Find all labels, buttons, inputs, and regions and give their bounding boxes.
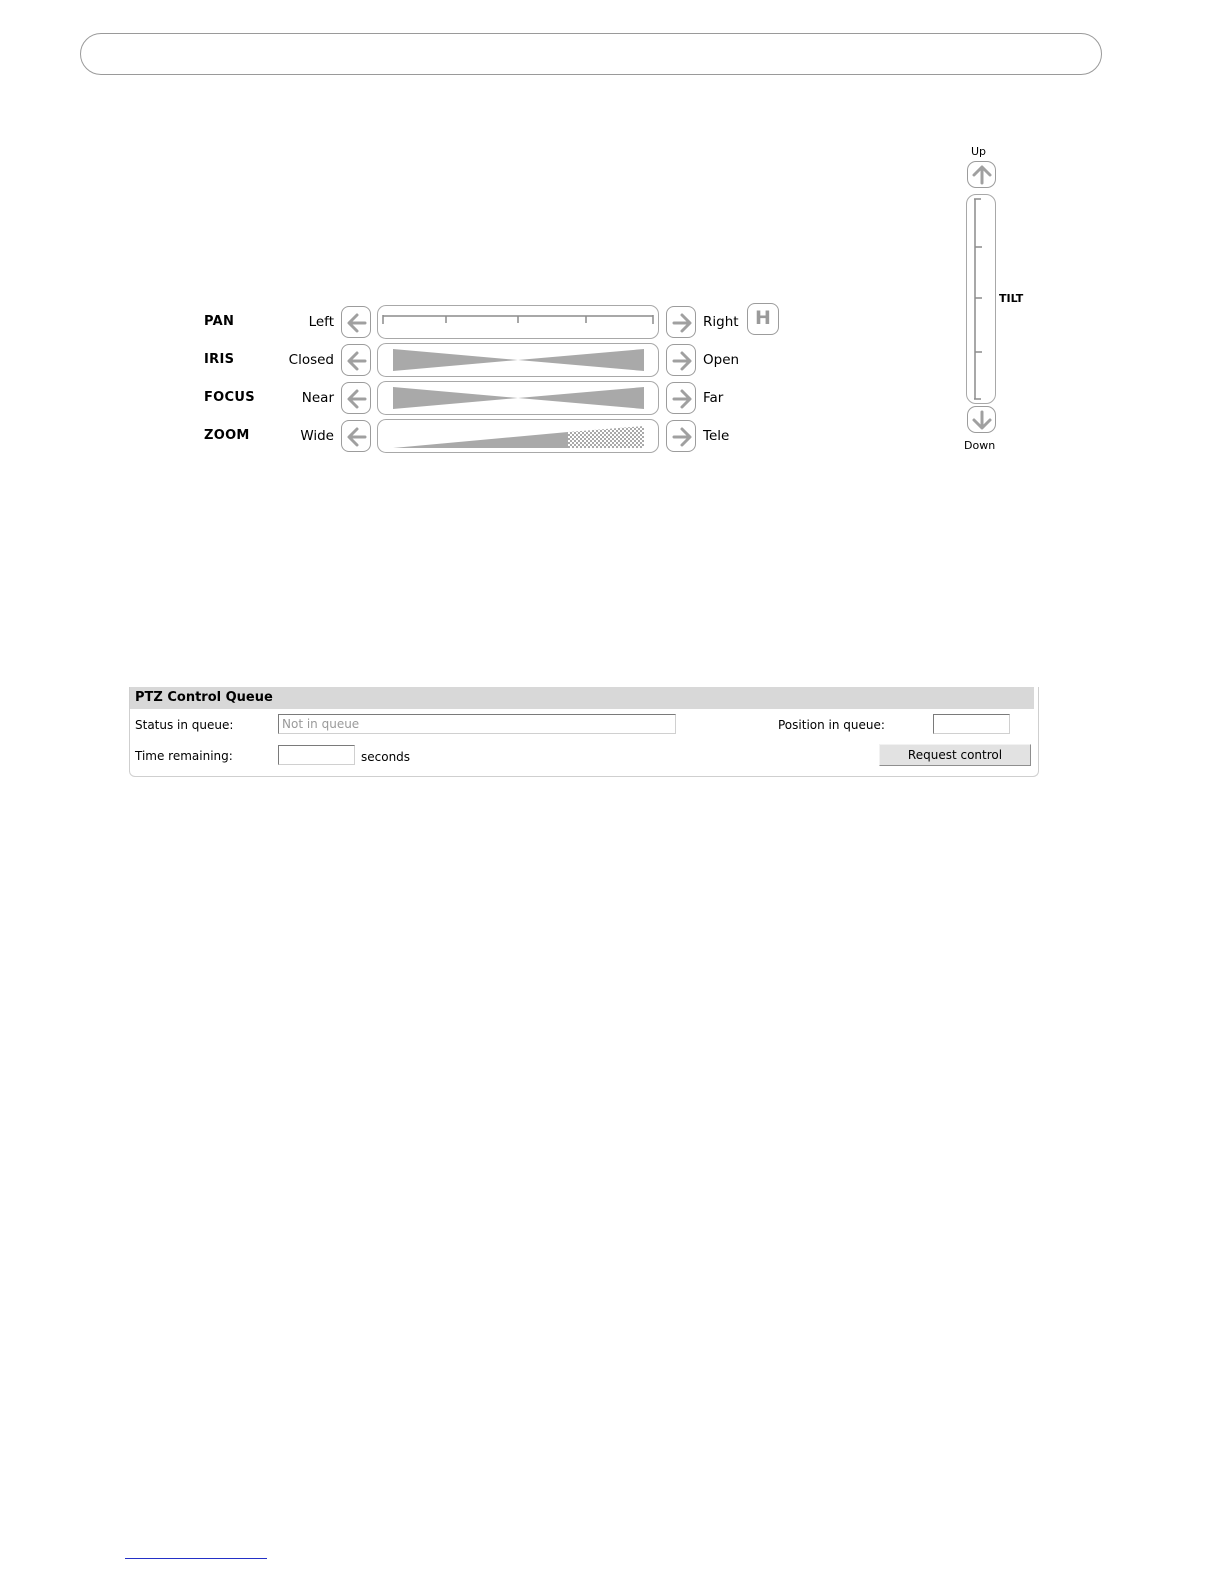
pan-label: PAN bbox=[204, 314, 235, 329]
pan-min-label: Left bbox=[308, 314, 334, 330]
zoom-scale bbox=[378, 420, 658, 452]
tilt-label: TILT bbox=[999, 292, 1024, 305]
pan-slider[interactable] bbox=[377, 305, 659, 339]
ptz-control-queue-panel bbox=[129, 687, 1039, 777]
iris-scale bbox=[378, 344, 658, 376]
tilt-scale bbox=[967, 195, 995, 403]
time-remaining-label: Time remaining: bbox=[135, 749, 233, 763]
arrow-down-icon bbox=[971, 409, 993, 431]
time-remaining-field[interactable] bbox=[278, 745, 355, 765]
status-in-queue-field[interactable] bbox=[278, 714, 676, 734]
pan-scale bbox=[378, 306, 658, 338]
arrow-left-icon bbox=[345, 349, 369, 373]
time-unit-label: seconds bbox=[361, 750, 411, 764]
arrow-left-icon bbox=[345, 311, 369, 335]
zoom-max-label: Tele bbox=[703, 428, 730, 444]
position-in-queue-field[interactable] bbox=[933, 714, 1010, 734]
footer-link-underline bbox=[125, 1558, 267, 1559]
iris-min-label: Closed bbox=[288, 352, 334, 368]
tilt-down-button[interactable] bbox=[967, 406, 996, 433]
queue-title: PTZ Control Queue bbox=[135, 690, 273, 705]
zoom-min-label: Wide bbox=[300, 428, 334, 444]
iris-max-label: Open bbox=[703, 352, 740, 368]
arrow-left-icon bbox=[345, 425, 369, 449]
header-bar bbox=[80, 33, 1102, 75]
iris-label: IRIS bbox=[204, 352, 235, 367]
tilt-down-label: Down bbox=[964, 439, 996, 452]
home-button[interactable]: H bbox=[747, 303, 779, 335]
focus-max-label: Far bbox=[703, 390, 724, 406]
arrow-up-icon bbox=[971, 164, 993, 186]
focus-label: FOCUS bbox=[204, 390, 255, 405]
pan-right-button[interactable] bbox=[666, 306, 696, 338]
tilt-up-button[interactable] bbox=[967, 161, 996, 188]
focus-far-button[interactable] bbox=[666, 382, 696, 414]
arrow-right-icon bbox=[670, 387, 694, 411]
focus-min-label: Near bbox=[301, 390, 334, 406]
arrow-left-icon bbox=[345, 387, 369, 411]
iris-close-button[interactable] bbox=[341, 344, 371, 376]
iris-open-button[interactable] bbox=[666, 344, 696, 376]
position-in-queue-label: Position in queue: bbox=[778, 718, 885, 732]
focus-scale bbox=[378, 382, 658, 414]
zoom-wide-button[interactable] bbox=[341, 420, 371, 452]
iris-slider[interactable] bbox=[377, 343, 659, 377]
arrow-right-icon bbox=[670, 425, 694, 449]
zoom-label: ZOOM bbox=[204, 428, 250, 443]
queue-title-bar bbox=[130, 687, 1034, 709]
focus-near-button[interactable] bbox=[341, 382, 371, 414]
zoom-tele-button[interactable] bbox=[666, 420, 696, 452]
pan-left-button[interactable] bbox=[341, 306, 371, 338]
tilt-slider[interactable] bbox=[966, 194, 996, 404]
request-control-button[interactable]: Request control bbox=[879, 744, 1031, 766]
arrow-right-icon bbox=[670, 349, 694, 373]
tilt-up-label: Up bbox=[971, 145, 987, 158]
arrow-right-icon bbox=[670, 311, 694, 335]
status-in-queue-label: Status in queue: bbox=[135, 718, 234, 732]
pan-max-label: Right bbox=[703, 314, 739, 330]
zoom-slider[interactable] bbox=[377, 419, 659, 453]
focus-slider[interactable] bbox=[377, 381, 659, 415]
